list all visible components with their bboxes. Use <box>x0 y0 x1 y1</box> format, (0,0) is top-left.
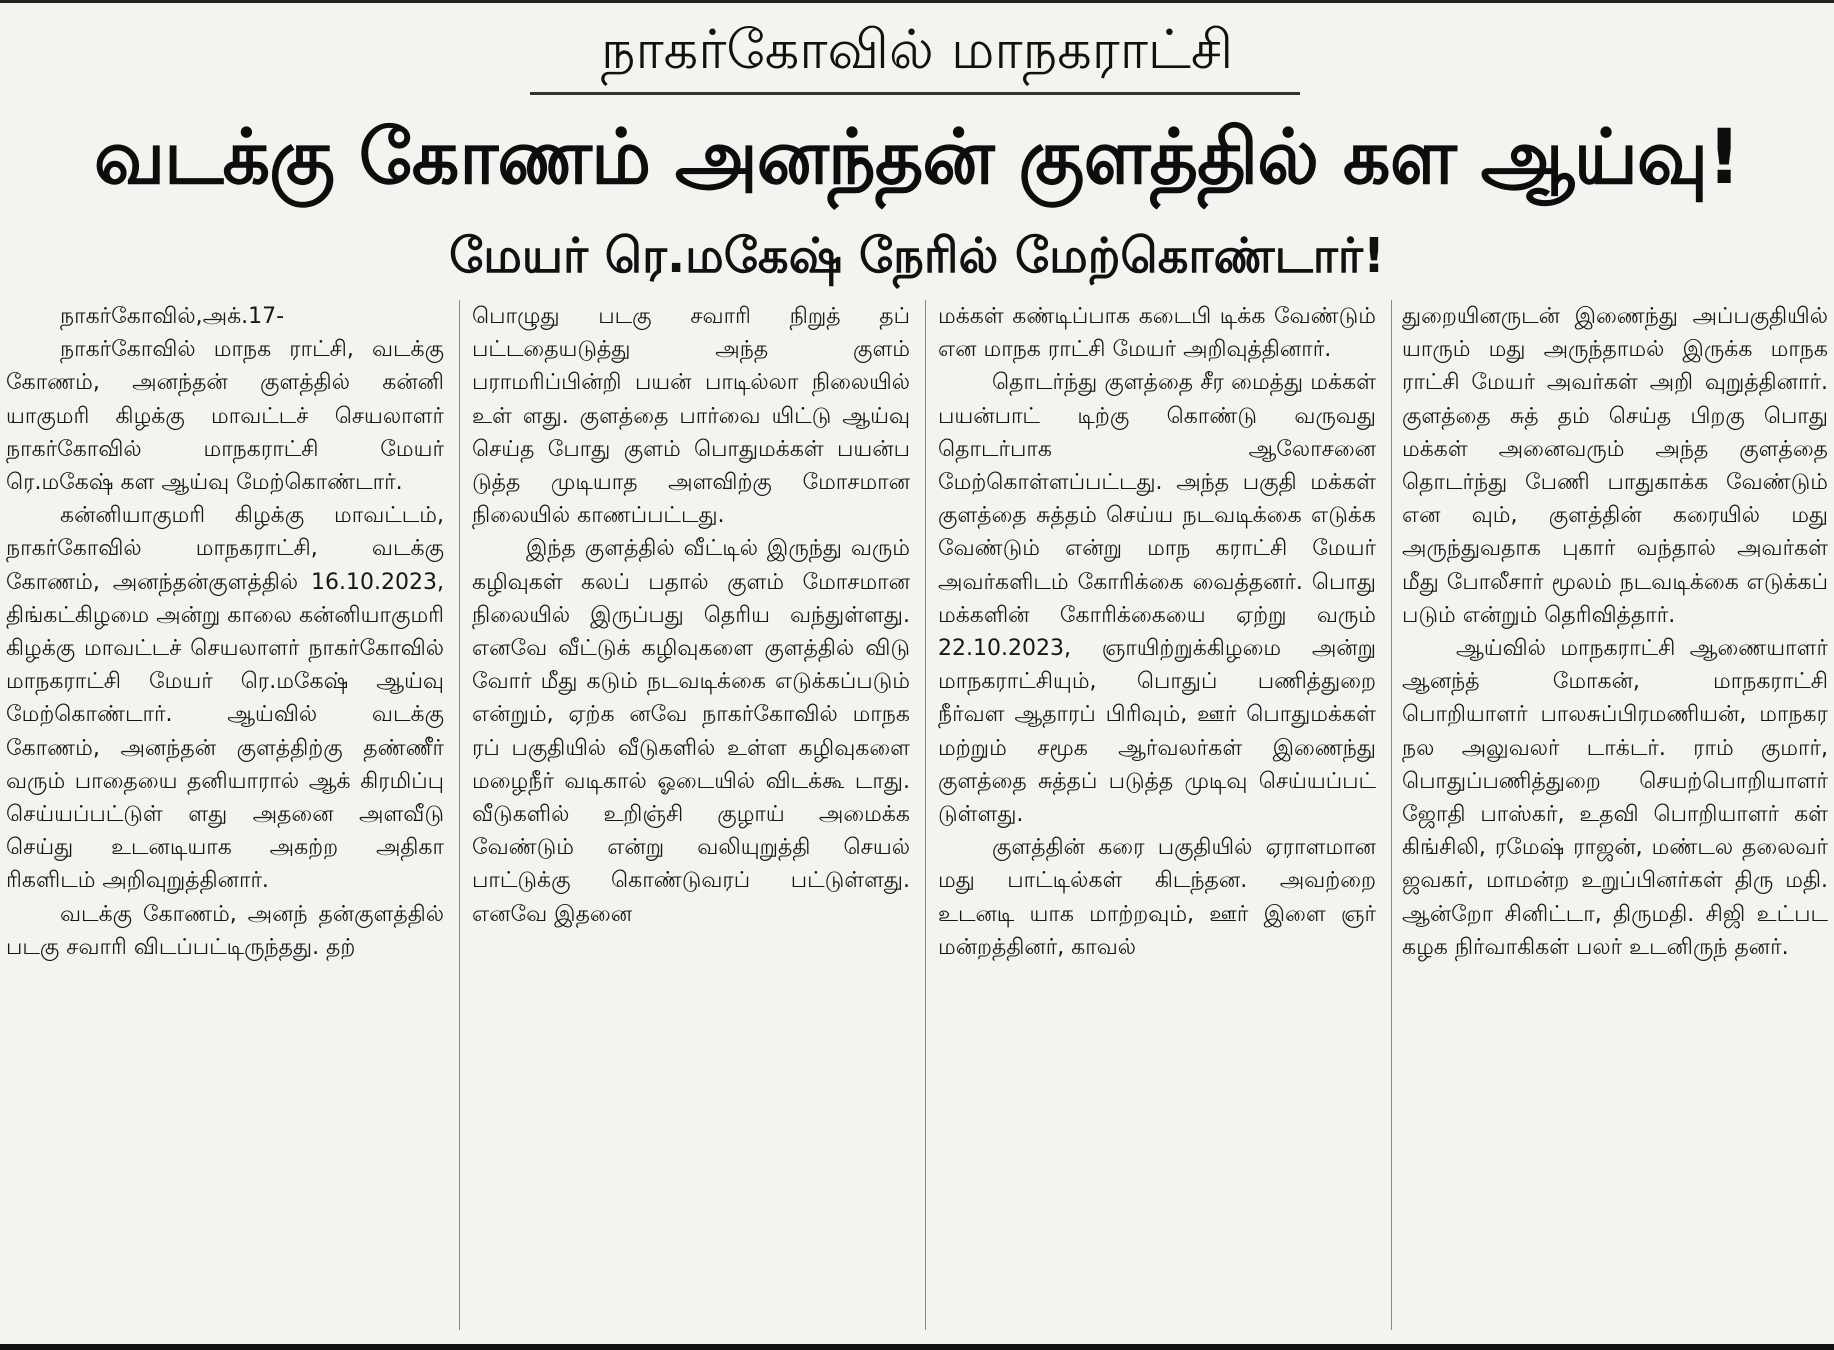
paragraph: வடக்கு கோணம், அனந் தன்குளத்தில் படகு சவாரி விடப்பட்டிருந்தது. தற் <box>6 901 444 960</box>
column-3 <box>938 300 1376 1338</box>
kicker-underline <box>530 92 1300 95</box>
paragraph: ஆய்வில் மாநகராட்சி ஆணையாளர் ஆனந்த் மோகன், மாநகராட்சி பொறியாளர் பாலசுப்பிரமணியன், மாநகர நல அலுவலர் டாக்டர். ராம் குமார், பொதுப்பணித்துறை செயற்பொறியாளர் ஜோதி பாஸ்கர், உதவி பொறியாளர் கள் கிங்சிலி, ரமேஷ் ராஜன், மண்டல தலைவர் ஜவகர், மாமன்ற உறுப்பினர்கள் திரு மதி. ஆன்றோ சினிட்டா, திருமதி. சிஜி உட்பட கழக நிர்வாகிகள் பலர் உடனிருந் தனர். <box>1402 636 1828 960</box>
kicker: நாகர்கோவில் மாநகராட்சி <box>600 18 1234 81</box>
column-2 <box>472 300 910 1338</box>
subhead: மேயர் ரெ.மகேஷ் நேரில் மேற்கொண்டார்! <box>449 228 1385 284</box>
paragraph: இந்த குளத்தில் வீட்டில் இருந்து வரும் கழிவுகள் கலப் பதால் குளம் மோசமான நிலையில் இருப்பது தெரிய வந்துள்ளது. எனவே வீட்டுக் கழிவுகளை குளத்தில் விடு வோர் மீது கடும் நடவடிக்கை எடுக்கப்படும் என்றும், ஏற்க னவே நாகர்கோவில் மாநக ரப் பகுதியில் வீடுகளில் உள்ள கழிவுகளை மழைநீர் வடிகால் ஓடையில் விடக்கூ டாது. வீடுகளில் உறிஞ்சி குழாய் அமைக்க வேண்டும் என்று வலியுறுத்தி செயல் பாட்டுக்கு கொண்டுவரப் பட்டுள்ளது. எனவே இதனை <box>472 536 910 927</box>
paragraph: கன்னியாகுமரி கிழக்கு மாவட்டம், நாகர்கோவில் மாநகராட்சி, வடக்கு கோணம், அனந்தன்குளத்தில் 16.10.2023, திங்கட்கிழமை அன்று காலை கன்னியாகுமரி கிழக்கு மாவட்டச் செயலாளர் நாகர்கோவில் மாநகராட்சி மேயர் ரெ.மகேஷ் ஆய்வு மேற்கொண்டார். ஆய்வில் வடக்கு கோணம், அனந்தன் குளத்திற்கு தண்ணீர் வரும் பாதையை தனியாரால் ஆக் கிரமிப்பு செய்யப்பட்டுள் ளது அதனை அளவீடு செய்து உடனடியாக அகற்ற அதிகா ரிகளிடம் அறிவுறுத்தினார். <box>6 503 444 894</box>
paragraph: மக்கள் கண்டிப்பாக கடைபி டிக்க வேண்டும் என மாநக ராட்சி மேயர் அறிவுத்தினார். <box>938 304 1376 363</box>
paragraph: குளத்தின் கரை பகுதியில் ஏராளமான மது பாட்டில்கள் கிடந்தன. அவற்றை உடனடி யாக மாற்றவும், ஊர் இளை ஞர் மன்றத்தினர், காவல் <box>938 835 1376 960</box>
column-divider <box>459 300 460 1330</box>
paragraph: நாகர்கோவில் மாநக ராட்சி, வடக்கு கோணம், அனந்தன் குளத்தில் கன்னி யாகுமரி கிழக்கு மாவட்டச் செயலாளர் நாகர்கோவில் மாநகராட்சி மேயர் ரெ.மகேஷ் கள ஆய்வு மேற்கொண்டார். <box>6 337 444 496</box>
article-body <box>6 300 1828 1338</box>
column-1 <box>6 300 444 1338</box>
column-divider <box>1391 300 1392 1330</box>
headline: வடக்கு கோணம் அனந்தன் குளத்தில் கள ஆய்வு! <box>93 112 1741 201</box>
paragraph: தொடர்ந்து குளத்தை சீர மைத்து மக்கள் பயன்பாட் டிற்கு கொண்டு வருவது தொடர்பாக ஆலோசனை மேற்கொள்ளப்பட்டது. அந்த பகுதி மக்கள் குளத்தை சுத்தம் செய்ய நடவடிக்கை எடுக்க வேண்டும் என்று மாந கராட்சி மேயர் அவர்களிடம் கோரிக்கை வைத்தனர். பொது மக்களின் கோரிக்கையை ஏற்று வரும் 22.10.2023, ஞாயிற்றுக்கிழமை அன்று மாநகராட்சியும், பொதுப் பணித்துறை நீர்வள ஆதாரப் பிரிவும், ஊர் பொதுமக்கள் மற்றும் சமூக ஆர்வலர்கள் இணைந்து குளத்தை சுத்தப் படுத்த முடிவு செய்யப்பட் டுள்ளது. <box>938 370 1376 828</box>
paragraph: துறையினருடன் இணைந்து அப்பகுதியில் யாரும் மது அருந்தாமல் இருக்க மாநக ராட்சி மேயர் அவர்கள் அறி வுறுத்தினார். குளத்தை சுத் தம் செய்த பிறகு பொது மக்கள் அனைவரும் அந்த குளத்தை தொடர்ந்து பேணி பாதுகாக்க வேண்டும் என வும், குளத்தின் கரையில் மது அருந்துவதாக புகார் வந்தால் அவர்கள் மீது போலீசார் மூலம் நடவடிக்கை எடுக்கப் படும் என்றும் தெரிவித்தார். <box>1402 304 1828 628</box>
column-divider <box>925 300 926 1330</box>
paragraph: பொழுது படகு சவாரி நிறுத் தப் பட்டதையடுத்து அந்த குளம் பராமரிப்பின்றி பயன் பாடில்லா நிலையில் உள் ளது. குளத்தை பார்வை யிட்டு ஆய்வு செய்த போது குளம் பொதுமக்கள் பயன்ப டுத்த முடியாத அளவிற்கு மோசமான நிலையில் காணப்பட்டது. <box>472 304 910 529</box>
column-4 <box>1402 300 1828 1338</box>
dateline: நாகர்கோவில்,அக்.17- <box>60 304 285 329</box>
